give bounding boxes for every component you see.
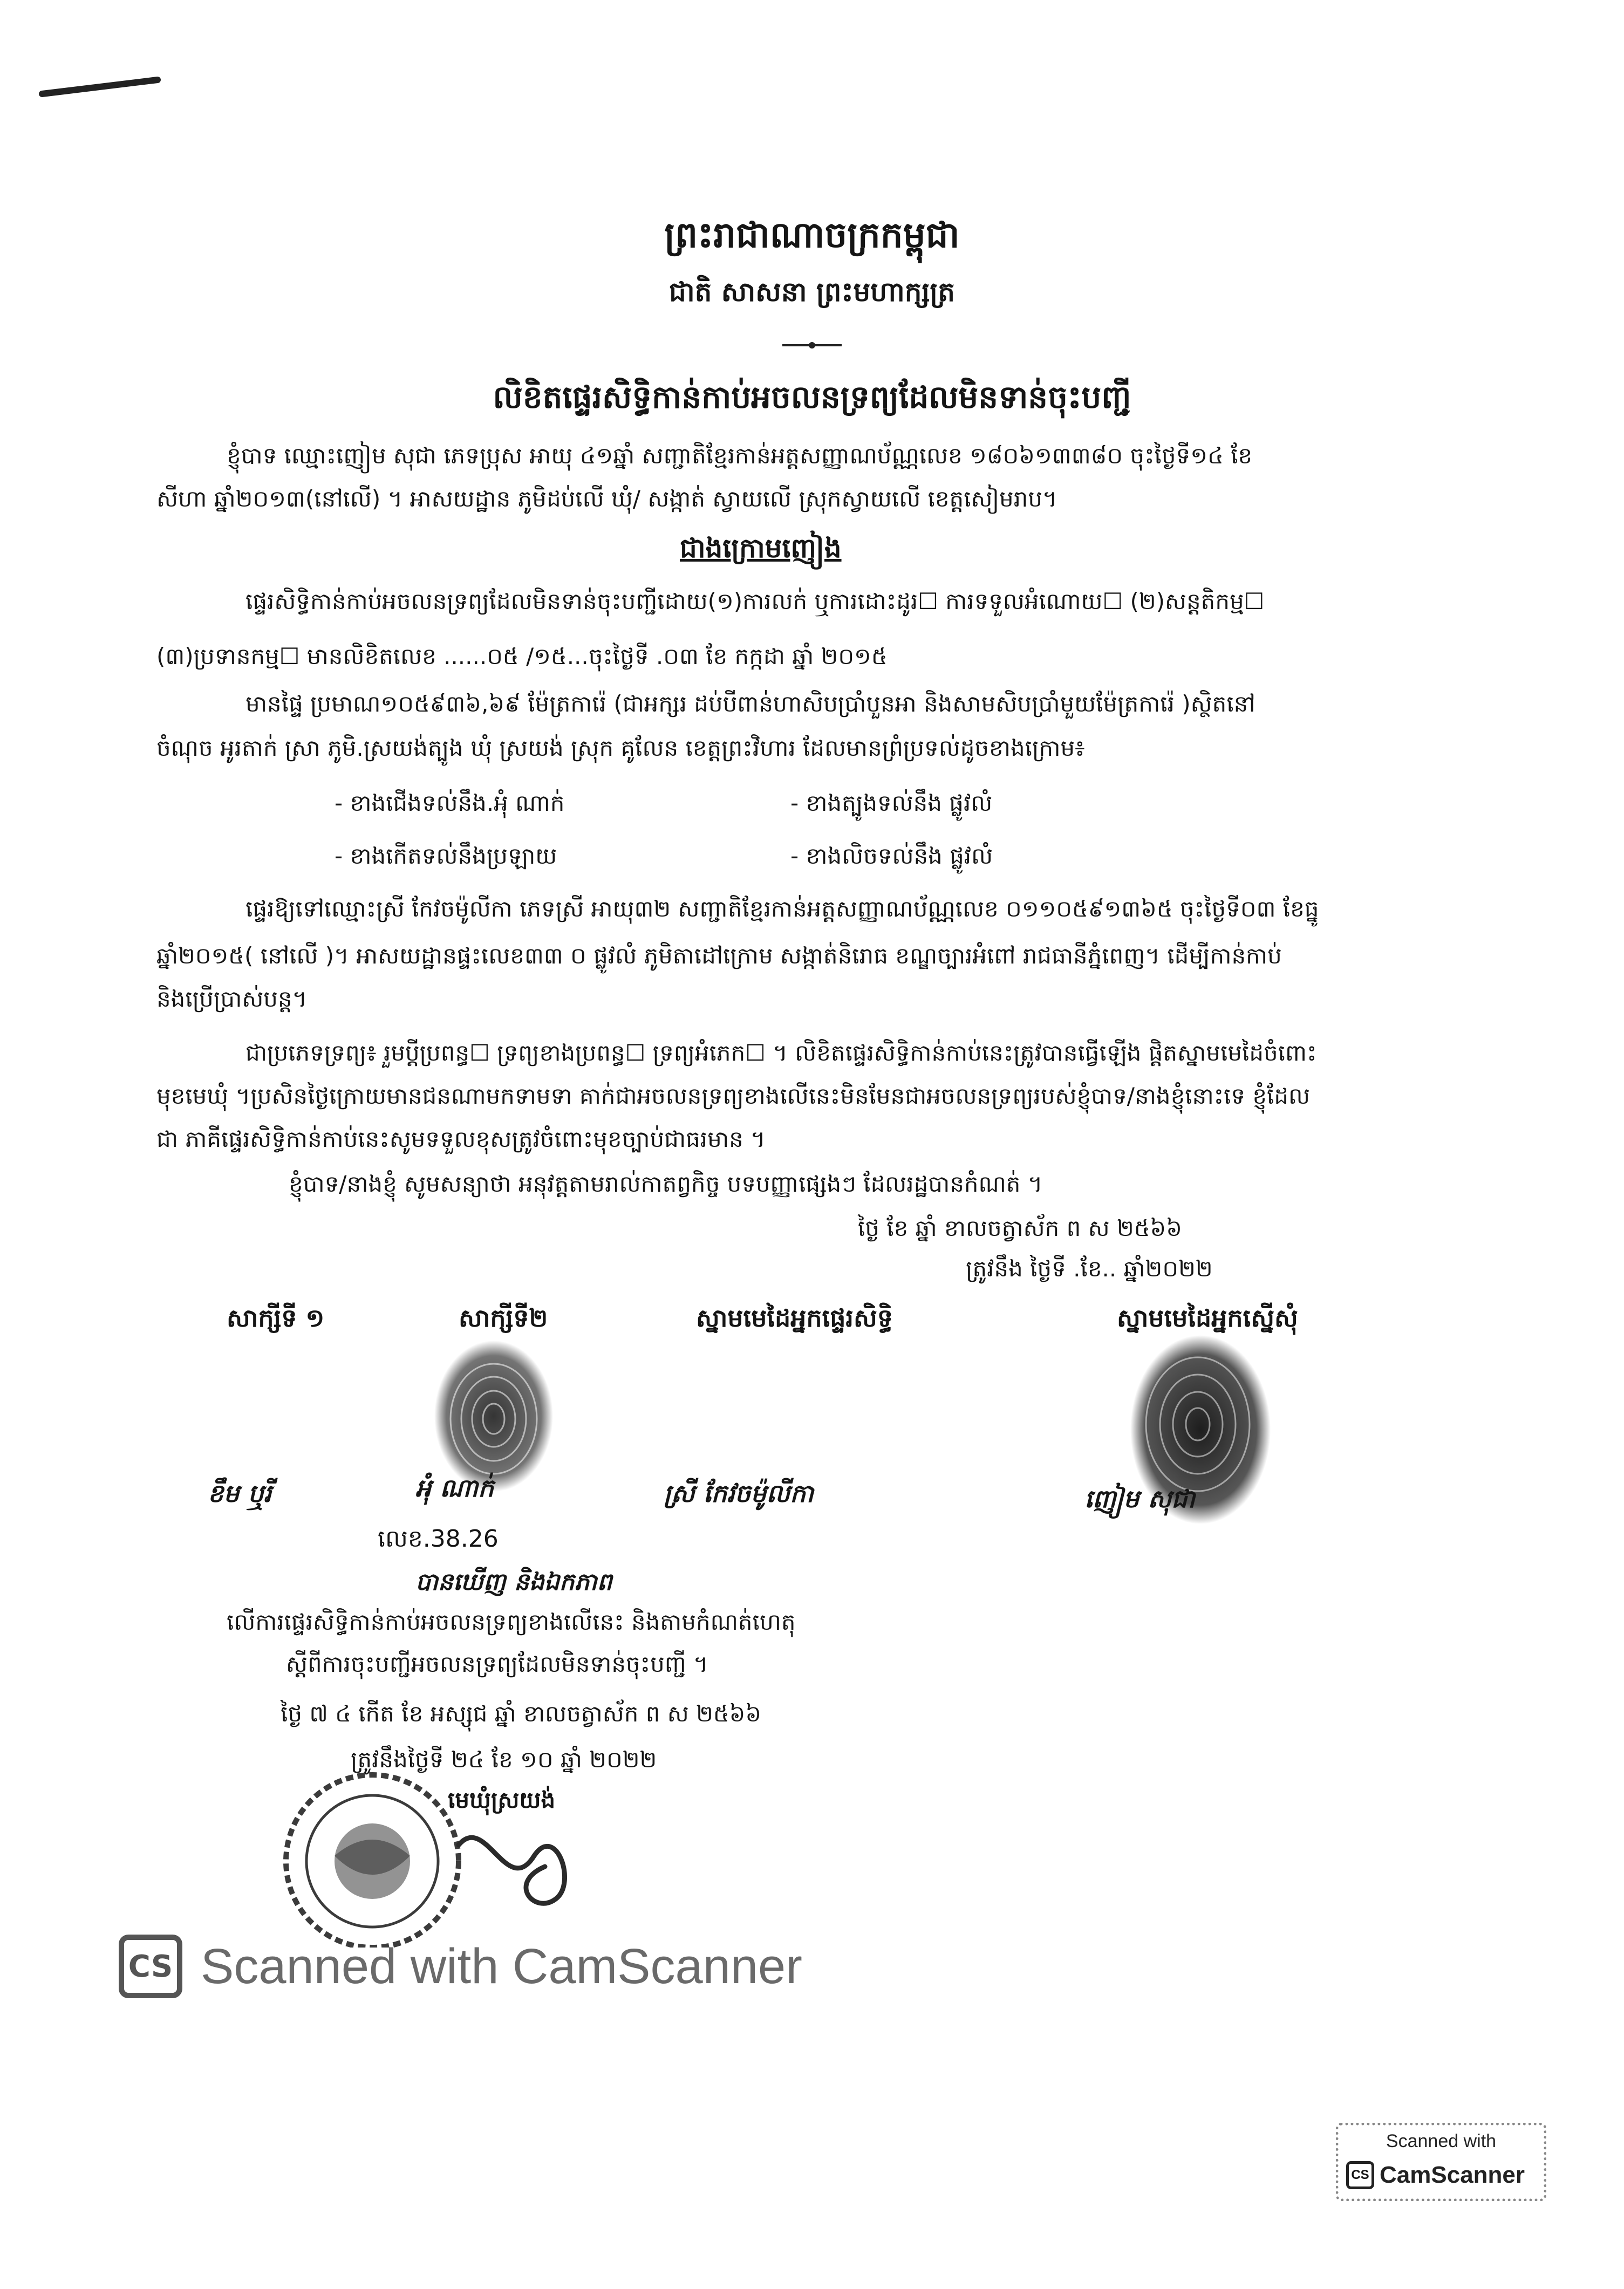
witness-1-name: ខឹម ឬរី: [208, 1479, 272, 1508]
intro-line-2: សីហា ឆ្នាំ២០១៣(នៅលើ) ។ អាសយដ្ឋាន ភូមិដប់លើ ឃុំ/ សង្កាត់ ស្វាយលើ ស្រុកស្វាយលើ ខេត្តសៀមរាប។: [156, 486, 1057, 512]
date-solar: ត្រូវនឹង ថ្ងៃទី .ខែ.. ឆ្នាំ២០២២: [966, 1255, 1213, 1282]
grantor-name: ស្រី កែវចម៉ូលីកា: [664, 1479, 814, 1508]
certification-number: លេខ.38.26: [378, 1525, 499, 1553]
grantee-thumbprint-label: ស្នាមមេដៃអ្នកស្នើសុំ: [1117, 1303, 1298, 1333]
witness-1-label: សាក្សីទី ១: [227, 1303, 325, 1333]
ornament-divider: [782, 340, 842, 351]
camscanner-watermark: [119, 1929, 802, 2004]
official-seal-stamp: [254, 1721, 642, 1948]
property-line-3: ជា ភាគីផ្ទេរសិទ្ធិកាន់កាប់នេះសូមទទួលខុសត្រូវចំពោះមុខច្បាប់ជាធរមាន ។: [156, 1126, 766, 1152]
pen-stroke-mark: [38, 76, 162, 97]
intro-line-1: ខ្ញុំបាទ ឈ្មោះញៀម សុជា ភេទប្រុស អាយុ ៤១ឆ្នាំ សញ្ជាតិខ្មែរកាន់អត្តសញ្ញាណប័ណ្ណលេខ ១៨០៦១៣៣៨០ ចុះថ្ងៃទី១៤ ខែ: [227, 442, 1253, 469]
camscanner-badge: [1336, 2123, 1546, 2201]
certification-date-lunar: ថ្ងៃ ៧ ៤ កើត ខែ អស្សុជ ឆ្នាំ ខាលចត្វាស័ក ព ស ២៥៦៦: [281, 1700, 762, 1727]
camscanner-badge-brand: CamScanner: [1380, 2162, 1525, 2188]
witness-2-name: អុំ ណាក់: [415, 1473, 494, 1502]
grantee-name: ញៀម សុជា: [1084, 1484, 1195, 1513]
property-line-2: មុខមេឃុំ ។ប្រសិនថ្ងៃក្រោយមានជនណាមកទាមទា គាក់ជាអចលនទ្រព្យខាងលើនេះមិនមែនជាអចលនទ្រព្យរបស់ខ្ញុំបាទ/នាងខ្ញុំនោះទេ ខ្ញុំដែល: [156, 1083, 1311, 1109]
border-east: - ខាងកើតទល់នឹងប្រឡាយ: [335, 843, 557, 869]
camscanner-logo-icon: CS: [119, 1935, 182, 1998]
camscanner-badge-caption: Scanned with: [1386, 2131, 1497, 2151]
pledge-line: ខ្ញុំបាទ/នាងខ្ញុំ សូមសន្យាថា អនុវត្តតាមរាល់កាតព្វកិច្ច បទបញ្ញាផ្សេងៗ ដែលរដ្ឋបានកំណត់ ។: [289, 1171, 1043, 1197]
certification-line-1: លើការផ្ទេរសិទ្ធិកាន់កាប់អចលនទ្រព្យខាងលើនេះ និងតាមកំណត់ហេតុ: [227, 1609, 796, 1635]
grantor-thumbprint-label: ស្នាមមេដៃអ្នកផ្ទេរសិទ្ធិ: [696, 1303, 893, 1333]
area-line-1: មានផ្ទៃ ប្រមាណ១០៥៩៣៦,៦៩ ម៉ែត្រការ៉េ (ជាអក្សរ ដប់បីពាន់ហាសិបប្រាំបួនអា និងសាមសិបប្រាំមួយម៉ែត្រការ៉េ )ស្ថិតនៅ: [245, 691, 1255, 717]
kingdom-title: ព្រះរាជាណាចក្រកម្ពុជា: [664, 214, 960, 256]
witness-2-label: សាក្សីទី២: [459, 1303, 548, 1333]
border-north: - ខាងជើងទល់នឹង.អុំ ណាក់: [335, 790, 565, 816]
date-lunar: ថ្ងៃ ខែ ឆ្នាំ ខាលចត្វាស័ក ព ស ២៥៦៦: [858, 1215, 1183, 1241]
seen-and-certified: បានឃើញ និងឯកភាព: [415, 1568, 612, 1596]
camscanner-watermark-text: Scanned with CamScanner: [201, 1938, 802, 1994]
border-west: - ខាងលិចទល់នឹង ផ្លូវលំ: [790, 843, 993, 869]
transfer-line-1: ផ្ទេរសិទ្ធិកាន់កាប់អចលនទ្រព្យដែលមិនទាន់ចុះបញ្ជីដោយ(១)ការលក់ ឬការដោះដូរ☐ ការទទួលអំណោយ☐ (២)សន្តតិកម្ម☐: [245, 588, 1265, 614]
property-line-1: ជាប្រភេទទ្រព្យ៖ រួមប្ដីប្រពន្ធ☐ ទ្រព្យខាងប្រពន្ធ☐ ទ្រព្យអំភេក☐ ។ លិខិតផ្ទេរសិទ្ធិកាន់កាប់នេះត្រូវបានធ្វើឡើង ផ្តិតស្នាមមេដៃចំពោះ: [245, 1040, 1317, 1066]
certification-line-2: ស្ដីពីការចុះបញ្ជីអចលនទ្រព្យដែលមិនទាន់ចុះបញ្ជី ។: [286, 1651, 708, 1677]
national-motto: ជាតិ សាសនា ព្រះមហាក្សត្រ: [669, 276, 955, 308]
recipient-line-1: ផ្ទេរឱ្យទៅឈ្មោះស្រី កែវចម៉ូលីកា ភេទស្រី អាយុ៣២ សញ្ជាតិខ្មែរកាន់អត្តសញ្ញាណប័ណ្ណលេខ ០១១០៥៩១៣៦៥ ចុះថ្ងៃទី០៣ ខែធ្នូ: [245, 896, 1319, 922]
camscanner-badge-logo-icon: CS: [1346, 2161, 1374, 2189]
transfer-line-2: (៣)ប្រទានកម្ម☐ មានលិខិតលេខ ......០៥ /១៥...ចុះថ្ងៃទី .០៣ ខែ កក្កដា ឆ្នាំ ២០១៥: [156, 643, 888, 669]
document-title: លិខិតផ្ទេរសិទ្ធិកាន់កាប់អចលនទ្រព្យដែលមិនទាន់ចុះបញ្ជី: [493, 379, 1131, 415]
commune-chief-title: មេឃុំស្រយង់: [448, 1787, 556, 1813]
witness-2-thumbprint: [432, 1338, 556, 1494]
recipient-line-2: ឆ្នាំ២០១៥( នៅលើ )។ អាសយដ្ឋានផ្ទះលេខ៣៣ ០ ផ្លូវលំ ភូមិតាដៅក្រោម សង្កាត់និរោធ ខណ្ឌច្បារអំពៅ រាជធានីភ្នំពេញ។ ដើម្បីកាន់កាប់: [156, 942, 1282, 969]
certification-date-solar: ត្រូវនឹងថ្ងៃទី ២៤ ខែ ១០ ឆ្នាំ ២០២២: [351, 1746, 657, 1773]
section-heading: ជាងក្រោមញៀង: [680, 532, 842, 564]
recipient-line-3: និងប្រើប្រាស់បន្ត។: [156, 986, 308, 1012]
area-line-2: ចំណុច អូរតាក់ ស្រា ភូមិ.ស្រយង់ត្បូង ឃុំ ស្រយង់ ស្រុក គូលែន ខេត្តព្រះវិហារ ដែលមានព្រំប្រទល់ដូចខាងក្រោម៖: [156, 735, 1085, 761]
border-south: - ខាងត្បូងទល់នឹង ផ្លូវលំ: [790, 790, 993, 816]
